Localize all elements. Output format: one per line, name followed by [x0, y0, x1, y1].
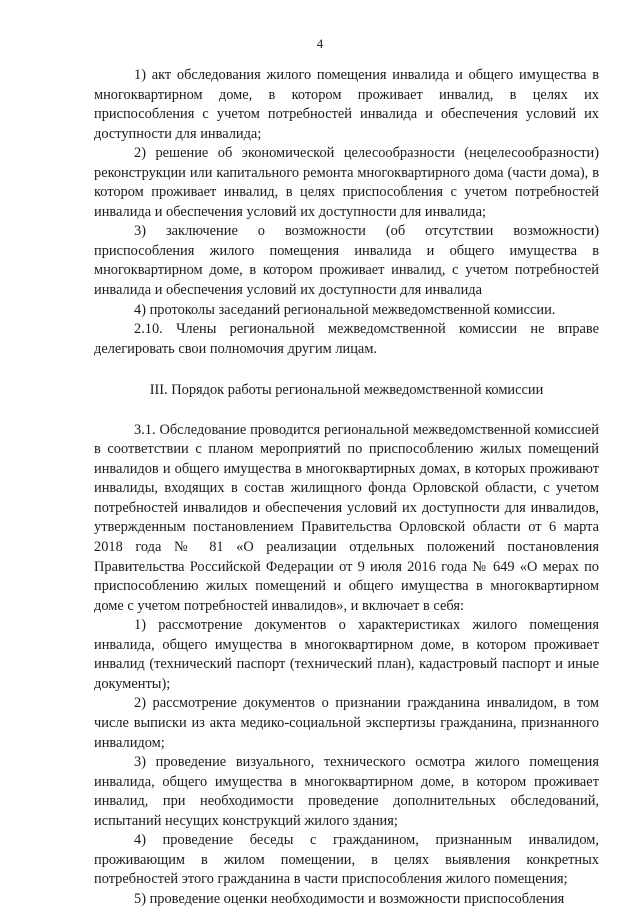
page-number: 4 [316, 36, 324, 51]
list-item: 2) решение об экономической целесообразности (нецелесообразности) реконструкции или капитального ремонта многоквартирного дома (части дома), в котором проживает инвалид, в целях приспособления с учетом потребностей инвалида и обеспечения условий их доступности для инвалида; [94, 145, 599, 220]
clause-3-1: 3.1. Обследование проводится региональной межведомственной комиссией в соответствии с планом мероприятий по приспособлению жилых помещений инвалидов и общего имущества в многоквартирных домах, в которых проживают инвалиды, входящих в состав жилищного фонда Орловской области, с учетом потребностей инвалидов и обеспечения условий их доступности для инвалидов, утвержденным постановлением Правительства Орловской области от 6 марта 2018 года № 81 «О реализации отдельных положений постановления Правительства Российской Федерации от 9 июля 2016 года № 649 «О мерах по приспособлению жилых помещений и общего имущества в многоквартирном доме с учетом потребностей инвалидов», и включает в себя: [94, 421, 599, 614]
clause-2-10: 2.10. Члены региональной межведомственной комиссии не вправе делегировать свои полномочия другим лицам. [94, 321, 599, 357]
section-heading: III. Порядок работы региональной межведомственной комиссии [149, 382, 544, 399]
document-body [94, 66, 599, 909]
list-item: 3) проведение визуального, технического осмотра жилого помещения инвалида, общего имущества в многоквартирном доме, в котором проживает инвалид, при необходимости проведение дополнительных обследований, испытаний несущих конструкций жилого здания; [94, 754, 599, 829]
list-item: 3) заключение о возможности (об отсутствии возможности) приспособления жилого помещения инвалида и общего имущества в многоквартирном доме, в котором проживает инвалид, с учетом потребностей инвалида и обеспечения условий их доступности для инвалида [94, 223, 599, 299]
list-item: 1) акт обследования жилого помещения инвалида и общего имущества в многоквартирном доме, в котором проживает инвалид, в целях их приспособления с учетом потребностей инвалида и обеспечения условий их доступности для инвалида; [94, 67, 599, 142]
list-item: 2) рассмотрение документов о признании гражданина инвалидом, в том числе выписки из акта медико-социальной экспертизы гражданина, признанного инвалидом; [94, 695, 599, 751]
list-item: 4) проведение беседы с гражданином, признанным инвалидом, проживающим в жилом помещении, в целях выявления конкретных потребностей этого гражданина в части приспособления жилого помещения; [94, 832, 599, 888]
list-item: 5) проведение оценки необходимости и возможности приспособления [134, 890, 565, 907]
list-item: 4) протоколы заседаний региональной межведомственной комиссии. [134, 301, 556, 318]
list-item: 1) рассмотрение документов о характеристиках жилого помещения инвалида, общего имущества в многоквартирном доме, в котором проживает инвалид (технический паспорт (технический план), кадастровый паспорт и иные документы); [94, 617, 599, 692]
